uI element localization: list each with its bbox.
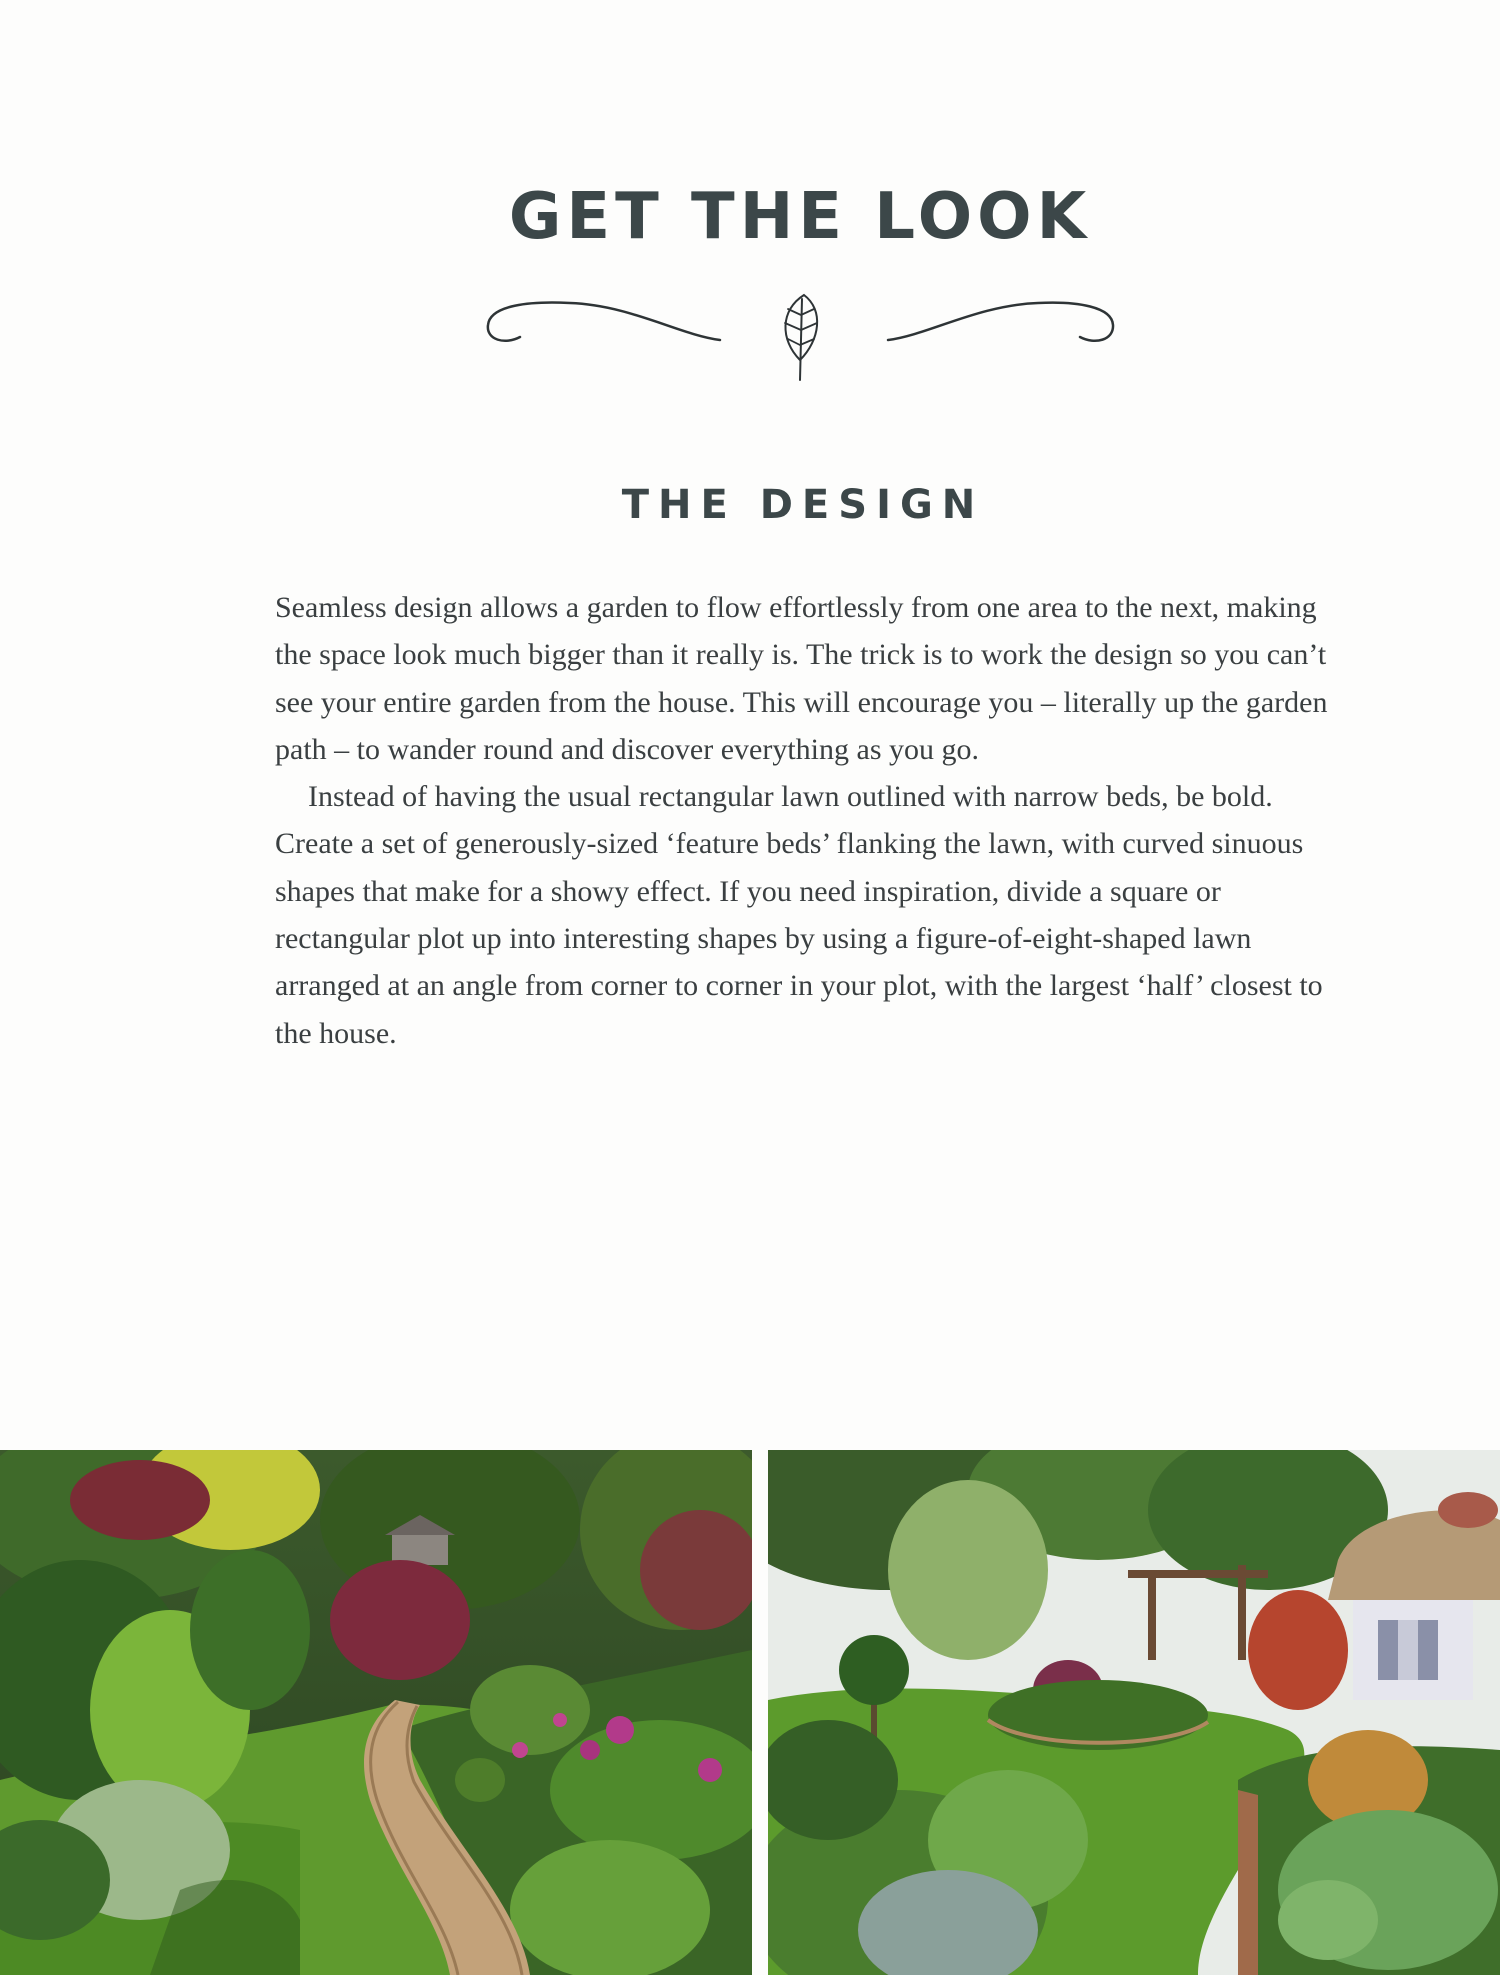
page-title: GET THE LOOK [508,180,1092,254]
paragraph-1: Seamless design allows a garden to flow effortlessly from one area to the next, making the space look much bigger than it really is. The trick is to work the design so you can’t see your entire garden from the house. This will encourage you – literally up the garden path – to wander round and discover everything as you go. [275,591,1328,766]
section-heading: THE DESIGN [621,482,985,528]
paragraph-2: Instead of having the usual rectangular lawn outlined with narrow beds, be bold. Create a set of generously-sized ‘feature beds’ flanking the lawn, with curved sinuous shapes that make for a showy effect. If you need inspiration, divide a square or rectangular plot up into interesting shapes by using a figure-of-eight-shaped lawn arranged at an angle from corner to corner in your plot, with the largest ‘half’ closest to the house. [275,780,1323,1050]
leaf-flourish-icon [480,285,1120,385]
garden-summerhouse-photo [768,1450,1500,1975]
garden-path-photo [0,1450,752,1975]
body-text [275,584,1335,1057]
